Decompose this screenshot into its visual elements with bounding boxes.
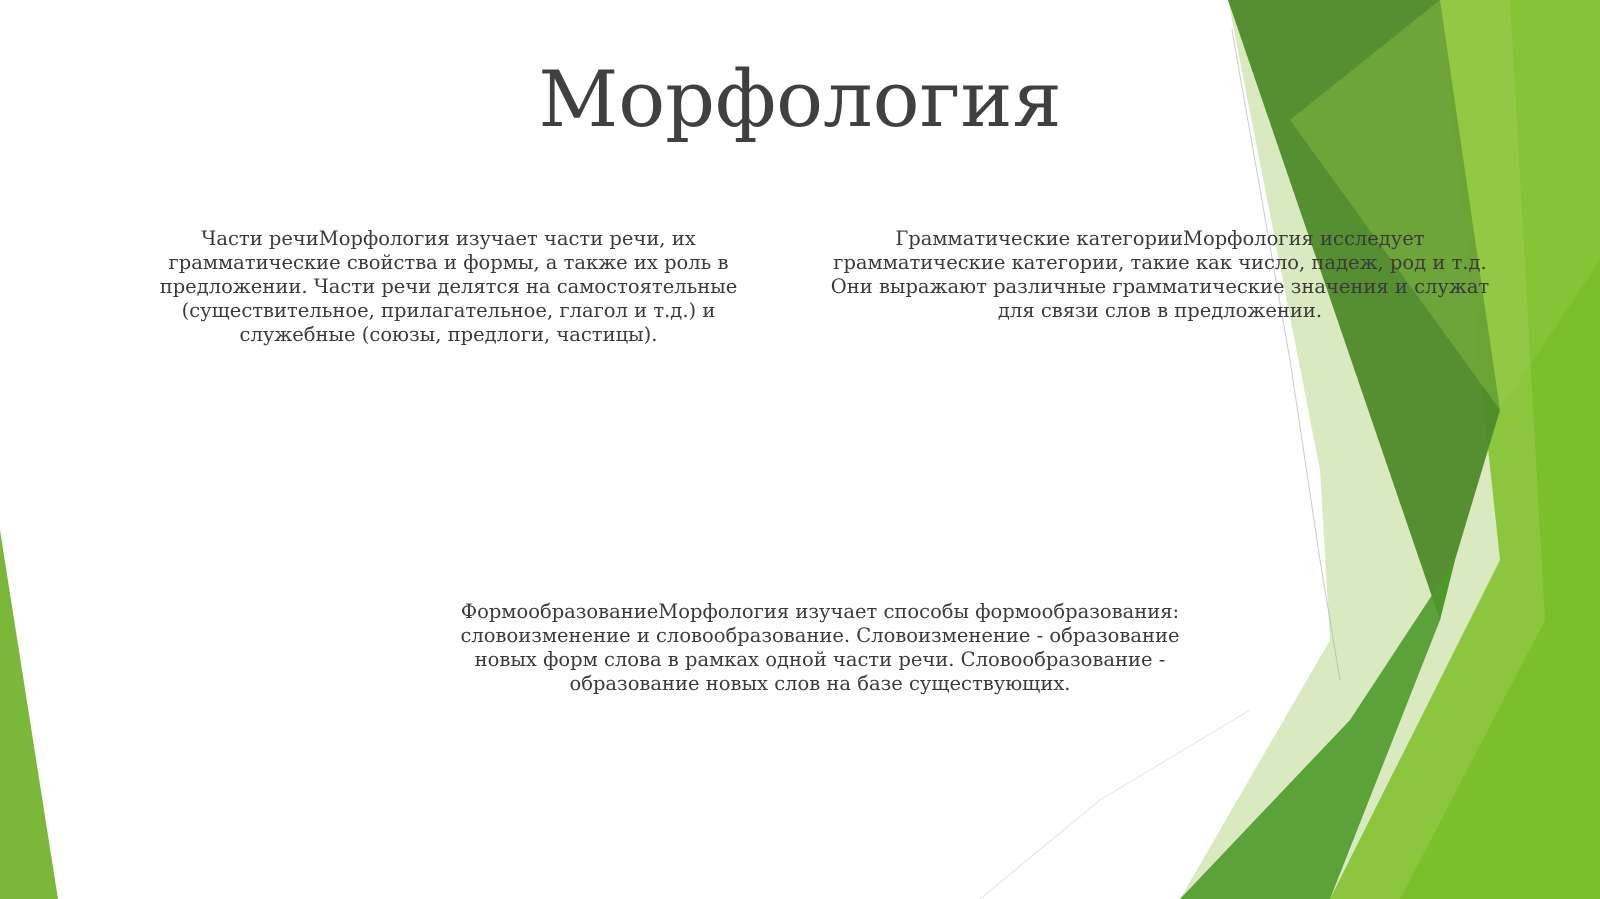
text-block-form-building: ФормообразованиеМорфология изучает способы формообразования: словоизменение и словообразование. Словоизменение - образование новых форм слова в рамках одной части речи. Словообразование - образование новых слов на базе существующих. (460, 600, 1180, 695)
text-block-grammatical-categories: Грамматические категорииМорфология исследует грамматические категории, такие как число, падеж, род и т.д. Они выражают различные грамматические значения и служат для связи слов в предложении. (830, 227, 1490, 322)
slide-title: Морфология (538, 55, 1062, 145)
text-block-parts-of-speech: Части речиМорфология изучает части речи, их грамматические свойства и формы, а также их роль в предложении. Части речи делятся на самостоятельные (существительное, прилагательное, глагол и т.д.) и служебные (союзы, предлоги, частицы). (159, 227, 738, 346)
left-green-facet (0, 530, 58, 899)
